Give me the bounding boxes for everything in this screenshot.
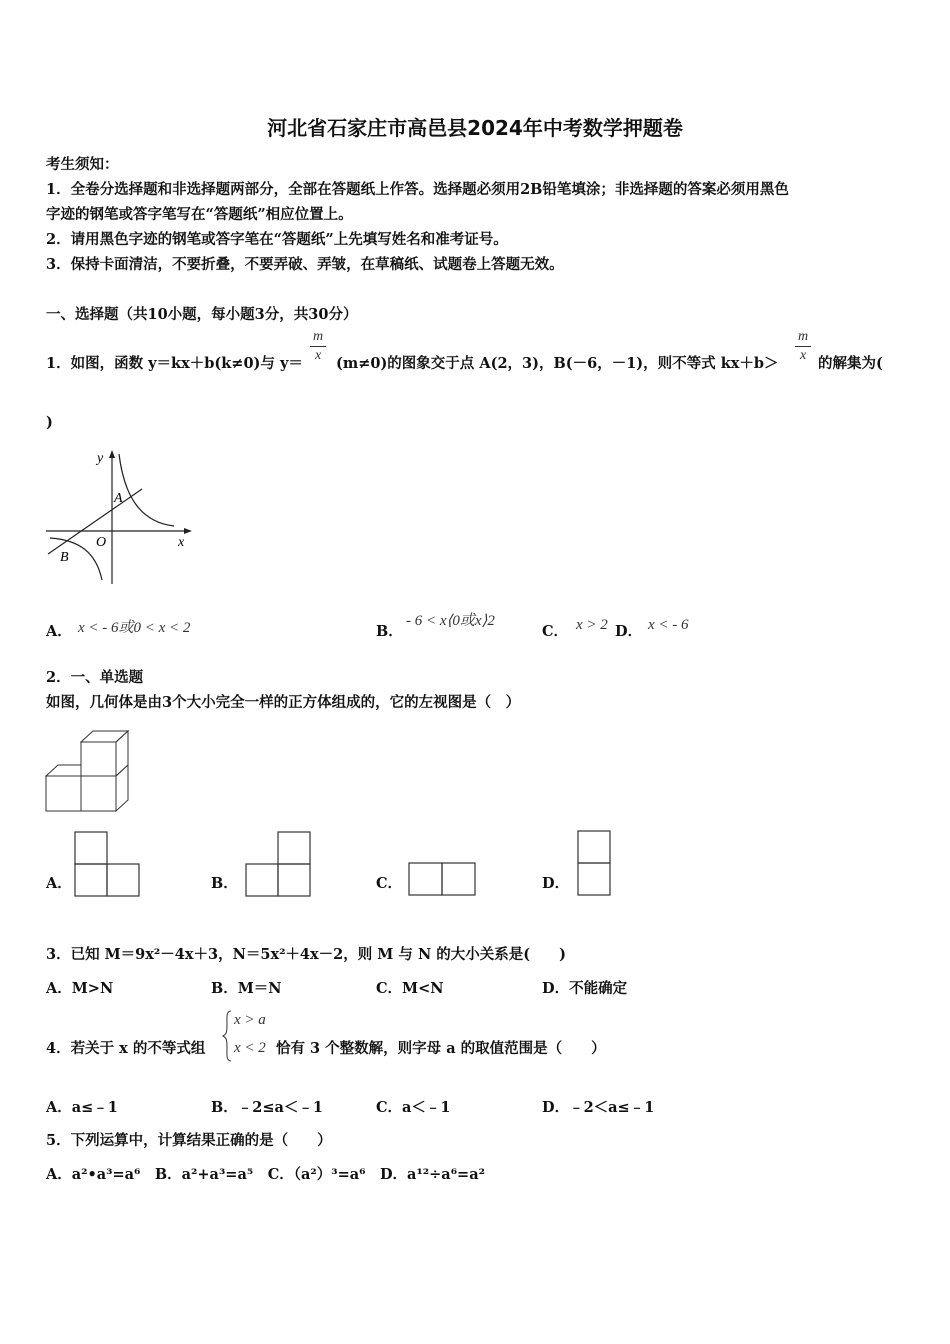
notice-line-3: 3．保持卡面清洁，不要折叠，不要弄破、弄皱，在草稿纸、试题卷上答题无效。	[46, 256, 564, 273]
origin-label: O	[96, 535, 107, 550]
q2-option-d-label[interactable]: D．	[542, 875, 570, 892]
point-b-label: B	[60, 550, 69, 565]
q1-fraction-1	[310, 329, 326, 364]
q2-heading: 2．一、单选题	[46, 669, 144, 686]
x-axis-label: x	[178, 535, 185, 550]
y-axis-arrow	[109, 450, 115, 458]
q1-text-part3: 的解集为(	[818, 355, 883, 372]
q1-close-paren: )	[46, 414, 53, 431]
q1-text-part2: (m≠0)的图象交于点 A(2，3)，B(－6，－1)，则不等式 kx＋b＞	[336, 355, 779, 372]
q1-option-d[interactable]: x < - 6	[648, 617, 689, 633]
notice-line-1b: 字迹的钢笔或答字笔写在“答题纸”相应位置上。	[46, 206, 353, 223]
q2-option-c-figure[interactable]	[408, 862, 476, 897]
q1-option-b-label[interactable]: B．	[376, 623, 403, 640]
notice-line-1a: 1．全卷分选择题和非选择题两部分，全部在答题纸上作答。选择题必须用2B铅笔填涂；非选择题的答案必须用黑色	[46, 181, 789, 198]
q1-fraction-2-num: m	[795, 329, 811, 347]
q1-option-c[interactable]: x > 2	[576, 617, 608, 633]
q1-option-a-label[interactable]: A．	[46, 623, 72, 640]
q3-text: 3．已知 M＝9x²－4x＋3，N＝5x²＋4x－2，则 M 与 N 的大小关系是( )	[46, 946, 566, 963]
q3-option-a[interactable]: A．M>N	[46, 980, 114, 997]
notice-line-2: 2．请用黑色字迹的钢笔或答字笔在“答题纸”上先填写姓名和准考证号。	[46, 231, 508, 248]
page-title: 河北省石家庄市高邑县2024年中考数学押题卷	[267, 116, 683, 140]
q1-option-d-label[interactable]: D．	[615, 623, 643, 640]
q1-fraction-2-den: x	[799, 348, 807, 363]
q4-text-part1: 4．若关于 x 的不等式组	[46, 1040, 206, 1057]
q4-text-part2: 恰有 3 个整数解，则字母 a 的取值范围是（ ）	[276, 1040, 606, 1057]
q2-option-c-label[interactable]: C．	[376, 875, 403, 892]
q2-option-d-figure[interactable]	[577, 830, 612, 897]
q1-option-b[interactable]: - 6 < x⟨0或x⟩2	[406, 613, 495, 629]
q2-cube-figure	[44, 728, 134, 816]
q4-option-c[interactable]: C．a＜﹣1	[376, 1099, 451, 1116]
q1-option-a[interactable]: x < - 6或0 < x < 2	[78, 620, 191, 636]
hyperbola-branch-2	[50, 538, 102, 580]
q4-system-brace	[222, 1010, 232, 1062]
q5-text: 5．下列运算中，计算结果正确的是（ ）	[46, 1132, 332, 1149]
q1-fraction-2	[795, 329, 811, 364]
q4-system-line-2: x < 2	[234, 1040, 266, 1056]
q4-system-line-1: x > a	[234, 1012, 266, 1028]
q1-option-c-label[interactable]: C．	[542, 623, 569, 640]
hyperbola-branch-1	[119, 454, 174, 526]
q2-option-a-figure[interactable]	[74, 831, 140, 897]
linear-function-line	[48, 489, 142, 554]
q3-option-c[interactable]: C．M<N	[376, 980, 444, 997]
q1-fraction-1-num: m	[310, 329, 326, 347]
section-heading: 一、选择题（共10小题，每小题3分，共30分）	[46, 306, 358, 323]
point-a-label: A	[114, 491, 123, 506]
q4-option-b[interactable]: B．﹣2≤a＜﹣1	[211, 1099, 323, 1116]
q1-function-graph	[44, 448, 194, 588]
x-axis-arrow	[184, 528, 192, 534]
q1-text-part1: 1．如图，函数 y＝kx＋b(k≠0)与 y＝	[46, 355, 303, 372]
q3-option-b[interactable]: B．M＝N	[211, 980, 282, 997]
notice-heading: 考生须知：	[46, 156, 119, 173]
q3-option-d[interactable]: D．不能确定	[542, 980, 628, 997]
q5-options[interactable]: A．a²•a³=a⁶ B．a²+a³=a⁵ C．（a²）³=a⁶ D．a¹²÷a⁶=a²	[46, 1166, 485, 1183]
y-axis-label: y	[97, 451, 104, 466]
q2-text: 如图，几何体是由3个大小完全一样的正方体组成的，它的左视图是（ ）	[46, 694, 521, 711]
q2-option-a-label[interactable]: A．	[46, 875, 72, 892]
q4-option-a[interactable]: A．a≤﹣1	[46, 1099, 118, 1116]
q2-option-b-figure[interactable]	[245, 831, 311, 897]
q4-option-d[interactable]: D．﹣2＜a≤﹣1	[542, 1099, 655, 1116]
q2-option-b-label[interactable]: B．	[211, 875, 238, 892]
q1-fraction-1-den: x	[314, 348, 322, 363]
